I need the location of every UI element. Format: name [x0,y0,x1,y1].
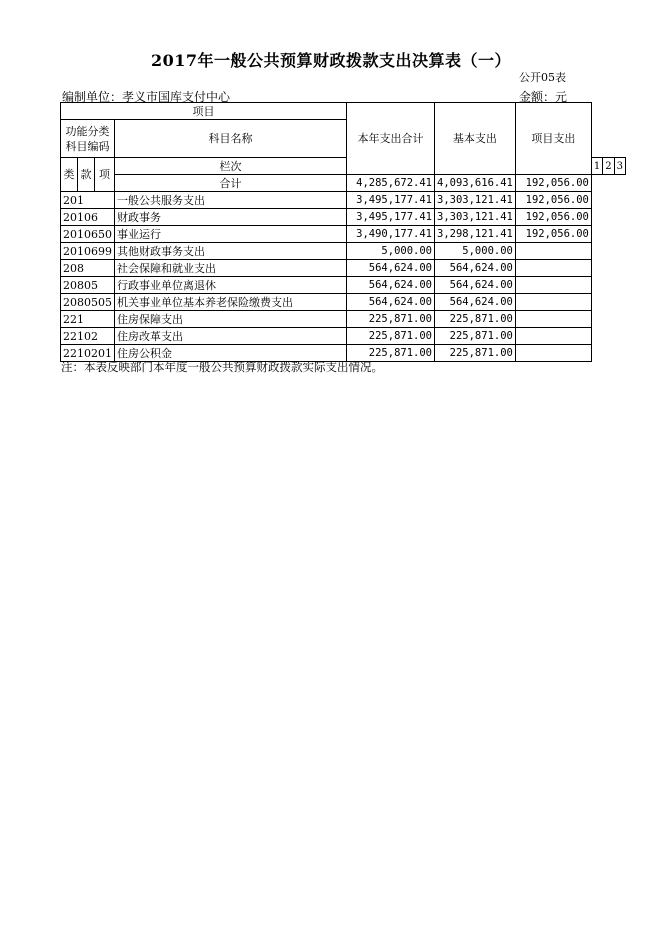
row-total: 225,871.00 [347,311,435,328]
total-project: 192,056.00 [515,175,591,192]
row-project [515,345,591,362]
row-project: 192,056.00 [515,209,591,226]
total-row [61,175,626,192]
row-name: 住房改革支出 [115,328,347,345]
header-func-code: 功能分类科目编码 [61,120,115,158]
table-row [61,311,626,328]
row-basic: 225,871.00 [435,328,516,345]
row-basic: 3,303,121.41 [435,192,516,209]
row-name: 其他财政事务支出 [115,243,347,260]
compiling-unit: 编制单位：孝义市国库支付中心 [62,90,231,104]
row-project [515,294,591,311]
header-item: 项目 [61,103,347,120]
footnote: 注：本表反映部门本年度一般公共预算财政拨款实际支出情况。 [61,360,383,374]
row-name: 机关事业单位基本养老保险缴费支出 [115,294,347,311]
row-code: 2080505 [61,294,115,311]
table-row [61,328,626,345]
row-total: 5,000.00 [347,243,435,260]
row-name: 住房公积金 [115,345,347,362]
row-basic: 3,298,121.41 [435,226,516,243]
row-name: 财政事务 [115,209,347,226]
row-code: 2010699 [61,243,115,260]
col-number-2: 2 [603,158,614,175]
table-row [61,243,626,260]
row-total: 225,871.00 [347,328,435,345]
row-basic: 564,624.00 [435,277,516,294]
row-basic: 564,624.00 [435,260,516,277]
total-label: 合计 [115,175,347,192]
expenditure-table [60,102,626,362]
row-total: 564,624.00 [347,260,435,277]
row-total: 225,871.00 [347,345,435,362]
row-total: 564,624.00 [347,277,435,294]
row-name: 事业运行 [115,226,347,243]
header-col-total: 本年支出合计 [347,103,435,175]
row-name: 一般公共服务支出 [115,192,347,209]
row-total: 3,495,177.41 [347,192,435,209]
row-name: 住房保障支出 [115,311,347,328]
header-lanci: 栏次 [115,158,347,175]
page-title: 2017年一般公共预算财政拨款支出决算表（一） [150,51,512,70]
currency-unit: 金额：元 [519,90,568,104]
row-code: 20106 [61,209,115,226]
row-project [515,311,591,328]
col-number-3: 3 [614,158,625,175]
row-name: 社会保障和就业支出 [115,260,347,277]
row-total: 3,490,177.41 [347,226,435,243]
row-code: 22102 [61,328,115,345]
row-basic: 5,000.00 [435,243,516,260]
row-name: 行政事业单位离退休 [115,277,347,294]
table-row [61,192,626,209]
table-row [61,226,626,243]
row-total: 3,495,177.41 [347,209,435,226]
row-basic: 225,871.00 [435,345,516,362]
row-project [515,243,591,260]
row-code: 2210201 [61,345,115,362]
row-code: 2010650 [61,226,115,243]
row-project [515,277,591,294]
table-row [61,209,626,226]
form-number: 公开05表 [519,71,566,84]
header-col-project: 项目支出 [515,103,591,175]
header-row-1 [61,103,626,120]
header-lei: 类 [61,158,78,192]
row-code: 208 [61,260,115,277]
row-total: 564,624.00 [347,294,435,311]
table-row [61,294,626,311]
row-code: 201 [61,192,115,209]
row-project: 192,056.00 [515,192,591,209]
row-project: 192,056.00 [515,226,591,243]
header-subject-name: 科目名称 [115,120,347,158]
header-kuan: 款 [78,158,95,192]
header-col-basic: 基本支出 [435,103,516,175]
row-project [515,260,591,277]
row-project [515,328,591,345]
row-code: 20805 [61,277,115,294]
row-code: 221 [61,311,115,328]
table-row [61,260,626,277]
total-amount: 4,285,672.41 [347,175,435,192]
row-basic: 225,871.00 [435,311,516,328]
table-row [61,277,626,294]
total-basic: 4,093,616.41 [435,175,516,192]
row-basic: 3,303,121.41 [435,209,516,226]
header-xiang: 项 [95,158,115,192]
col-number-1: 1 [591,158,602,175]
row-basic: 564,624.00 [435,294,516,311]
